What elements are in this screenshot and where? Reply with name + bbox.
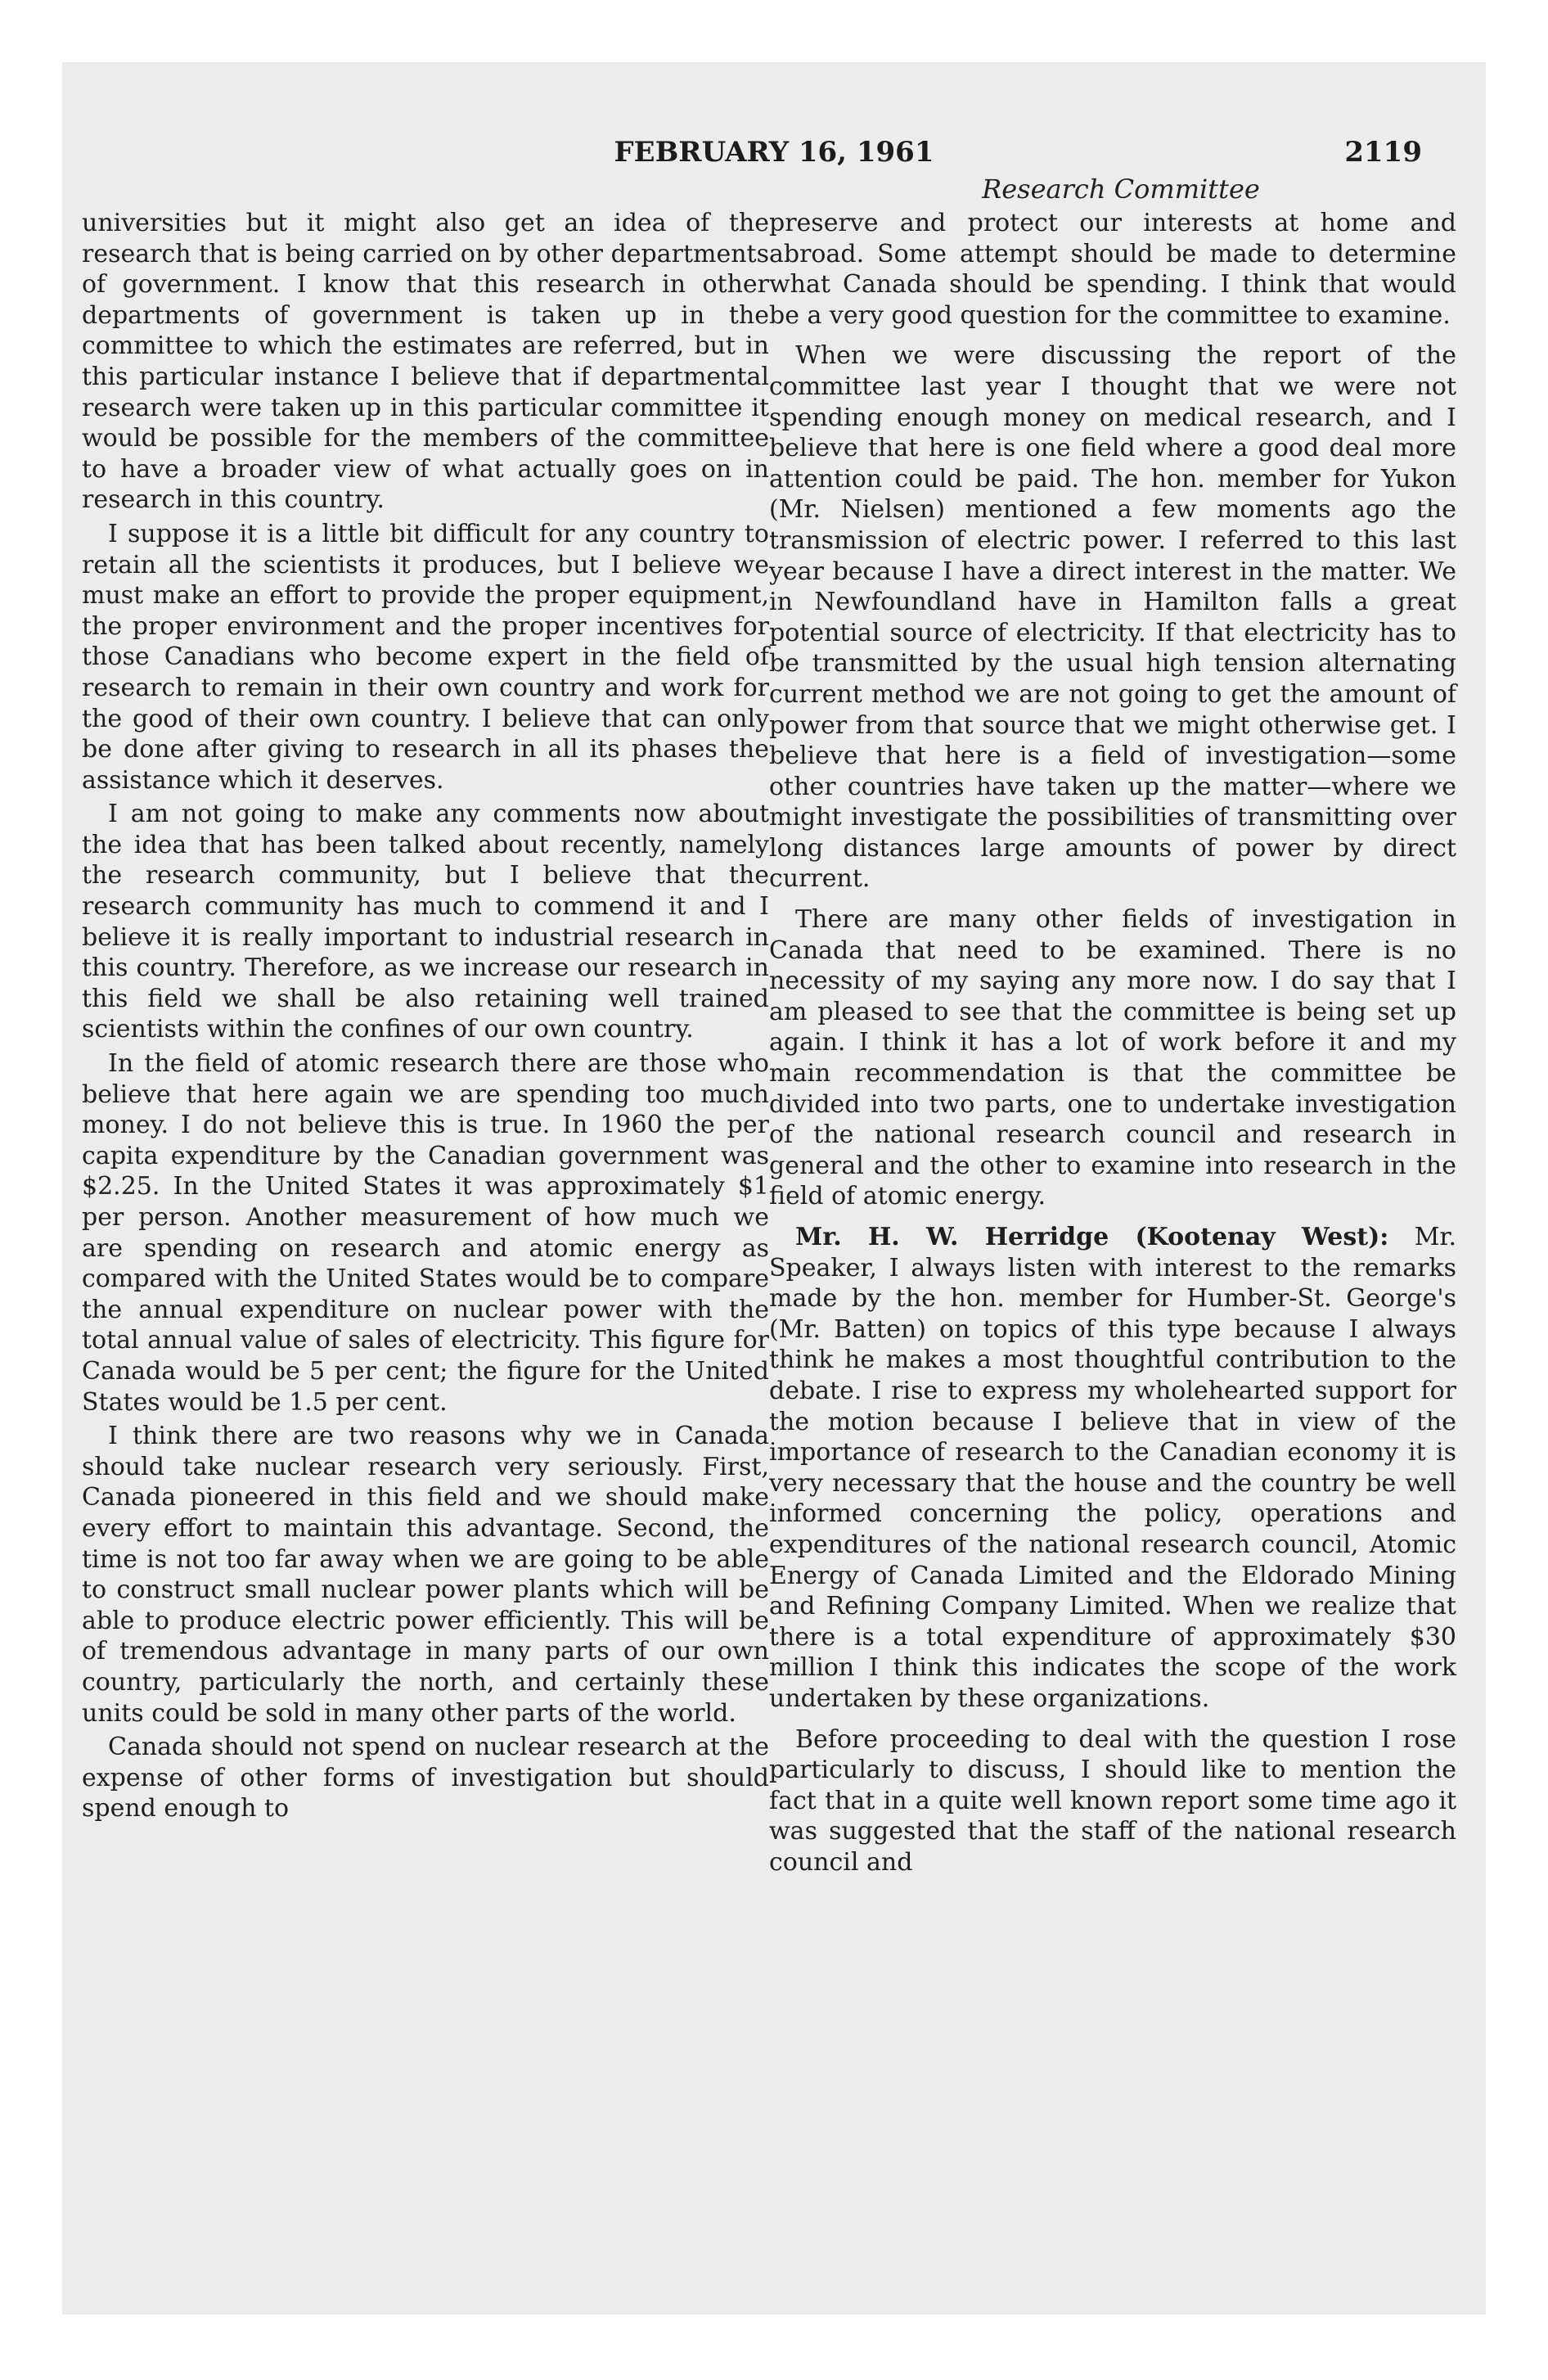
paragraph: I am not going to make any comments now about the idea that has been talked about recently, namely the research community, but I believe that the research community has much to commend it and I believe it is really important to industrial research in this country. Therefore, as we increase our research in this field we shall be also retaining well trained scientists within the confines of our own country.	[82, 800, 769, 1044]
paragraph: When we were discussing the report of the committee last year I thought that we were not spending enough money on medical research, and I believe that here is one field where a good deal more attention could be paid. The hon. member for Yukon (Mr. Nielsen) mentioned a few moments ago the transmission of electric power. I referred to this last year because I have a direct interest in the matter. We in Newfoundland have in Hamilton falls a great potential source of electricity. If that electricity has to be transmitted by the usual high tension alternating current method we are not going to get the amount of power from that source that we might otherwise get. I believe that here is a field of investigation—some other countries have taken up the matter—where we might investigate the possibilities of transmitting over long distances large amounts of power by direct current.	[769, 341, 1456, 894]
paragraph: Canada should not spend on nuclear research at the expense of other forms of investigation but should spend enough to	[82, 1733, 769, 1823]
paragraph: Before proceeding to deal with the question I rose particularly to discuss, I should like to mention the fact that in a quite well known report some time ago it was suggested that the staff of the national research council and	[769, 1724, 1456, 1877]
document-page	[62, 62, 1486, 2315]
section-heading: Research Committee	[982, 174, 1260, 205]
paragraph: I suppose it is a little bit difficult for any country to retain all the scientists it produces, but I believe we must make an effort to provide the proper equipment, the proper environment and the proper incentives for those Canadians who become expert in the field of research to remain in their own country and work for the good of their own country. I believe that can only be done after giving to research in all its phases the assistance which it deserves.	[82, 519, 769, 795]
speech-text: Mr. Speaker, I always listen with interest to the remarks made by the hon. member for Humber-St. George's (Mr. Batten) on topics of this type because I always think he makes a most thoughtful contribution to the debate. I rise to express my wholehearted support for the motion because I believe that in view of the importance of research to the Canadian economy it is very necessary that the house and the country be well informed concerning the policy, operations and expenditures of the national research council, Atomic Energy of Canada Limited and the Eldorado Mining and Refining Company Limited. When we realize that there is a total expenditure of approximately $30 million I think this indicates the scope of the work undertaken by these organizations.	[769, 1223, 1456, 1713]
speaker-name: Mr. H. W. Herridge (Kootenay West):	[795, 1223, 1389, 1251]
page-header	[62, 136, 1486, 174]
header-date: FEBRUARY 16, 1961	[614, 136, 934, 169]
paragraph: universities but it might also get an idea of the research that is being carried on by other departments of government. I know that this research in other departments of government is taken up in the committee to which the estimates are referred, but in this particular instance I believe that if departmental research were taken up in this particular committee it would be possible for the members of the committee to have a broader view of what actually goes on in research in this country.	[82, 209, 769, 515]
right-column	[769, 208, 1456, 1881]
paragraph: preserve and protect our interests at home and abroad. Some attempt should be made to determine what Canada should be spending. I think that would be a very good question for the committee to examine.	[769, 209, 1456, 330]
page-number: 2119	[1344, 136, 1422, 169]
paragraph: In the field of atomic research there are those who believe that here again we are spending too much money. I do not believe this is true. In 1960 the per capita expenditure by the Canadian government was $2.25. In the United States it was approximately $1 per person. Another measurement of how much we are spending on research and atomic energy as compared with the United States would be to compare the annual expenditure on nuclear power with the total annual value of sales of electricity. This figure for Canada would be 5 per cent; the figure for the United States would be 1.5 per cent.	[82, 1049, 769, 1417]
paragraph: I think there are two reasons why we in Canada should take nuclear research very seriously. First, Canada pioneered in this field and we should make every effort to maintain this advantage. Second, the time is not too far away when we are going to be able to construct small nuclear power plants which will be able to produce electric power efficiently. This will be of tremendous advantage in many parts of our own country, particularly the north, and certainly these units could be sold in many other parts of the world.	[82, 1422, 769, 1728]
paragraph: There are many other fields of investigation in Canada that need to be examined. There is no necessity of my saying any more now. I do say that I am pleased to see that the committee is being set up again. I think it has a lot of work before it and my main recommendation is that the committee be divided into two parts, one to undertake investigation of the national research council and research in general and the other to examine into research in the field of atomic energy.	[769, 905, 1456, 1211]
speech-paragraph	[769, 1222, 1456, 1715]
left-column	[82, 208, 769, 1828]
